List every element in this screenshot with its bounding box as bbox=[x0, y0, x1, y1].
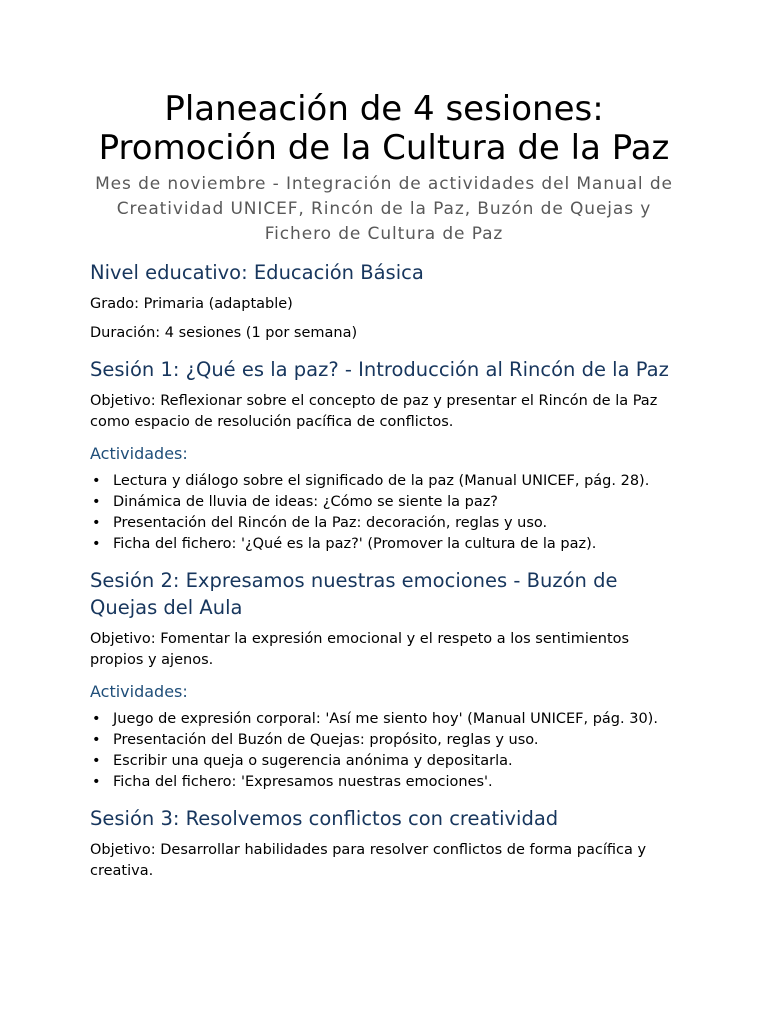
session-1-activities-list bbox=[90, 471, 678, 555]
bullet-icon: • bbox=[92, 536, 101, 552]
list-item bbox=[90, 709, 678, 730]
duration-text: Duración: 4 sesiones (1 por semana) bbox=[90, 325, 358, 341]
bullet-icon: • bbox=[92, 494, 101, 510]
list-item bbox=[90, 492, 678, 513]
level-heading: Nivel educativo: Educación Básica bbox=[90, 261, 424, 284]
session-2-activities-heading: Actividades: bbox=[90, 682, 188, 701]
title-line-1: Planeación de 4 sesiones: bbox=[164, 89, 604, 129]
session-3-heading: Sesión 3: Resolvemos conflictos con creatividad bbox=[90, 807, 559, 830]
list-item-text: Presentación del Buzón de Quejas: propósito, reglas y uso. bbox=[113, 732, 539, 748]
session-3-objective: Objetivo: Desarrollar habilidades para resolver conflictos de forma pacífica y creativa. bbox=[90, 842, 647, 879]
list-item bbox=[90, 534, 678, 555]
list-item-text: Escribir una queja o sugerencia anónima y depositarla. bbox=[113, 753, 513, 769]
bullet-icon: • bbox=[92, 515, 101, 531]
list-item bbox=[90, 471, 678, 492]
document-subtitle: Mes de noviembre - Integración de actividades del Manual de Creatividad UNICEF, Rincón de la Paz, Buzón de Quejas y Fichero de Cultura de Paz bbox=[95, 174, 673, 244]
list-item bbox=[90, 513, 678, 534]
session-1-heading: Sesión 1: ¿Qué es la paz? - Introducción al Rincón de la Paz bbox=[90, 358, 669, 381]
session-3 bbox=[90, 805, 678, 882]
list-item-text: Juego de expresión corporal: 'Así me siento hoy' (Manual UNICEF, pág. 30). bbox=[113, 711, 658, 727]
document-title bbox=[90, 90, 678, 168]
list-item-text: Dinámica de lluvia de ideas: ¿Cómo se siente la paz? bbox=[113, 494, 499, 510]
session-2-heading: Sesión 2: Expresamos nuestras emociones - Buzón de Quejas del Aula bbox=[90, 569, 618, 619]
session-1 bbox=[90, 356, 678, 555]
bullet-icon: • bbox=[92, 774, 101, 790]
list-item-text: Presentación del Rincón de la Paz: decoración, reglas y uso. bbox=[113, 515, 548, 531]
list-item-text: Ficha del fichero: 'Expresamos nuestras emociones'. bbox=[113, 774, 493, 790]
bullet-icon: • bbox=[92, 711, 101, 727]
list-item-text: Ficha del fichero: '¿Qué es la paz?' (Promover la cultura de la paz). bbox=[113, 536, 597, 552]
list-item bbox=[90, 730, 678, 751]
session-1-activities-heading: Actividades: bbox=[90, 444, 188, 463]
session-2-activities-list bbox=[90, 709, 678, 793]
title-line-2: Promoción de la Cultura de la Paz bbox=[98, 128, 670, 168]
bullet-icon: • bbox=[92, 753, 101, 769]
bullet-icon: • bbox=[92, 473, 101, 489]
list-item bbox=[90, 772, 678, 793]
bullet-icon: • bbox=[92, 732, 101, 748]
session-2 bbox=[90, 567, 678, 793]
session-2-objective: Objetivo: Fomentar la expresión emocional y el respeto a los sentimientos propios y ajenos. bbox=[90, 631, 630, 668]
list-item-text: Lectura y diálogo sobre el significado de la paz (Manual UNICEF, pág. 28). bbox=[113, 473, 650, 489]
grade-text: Grado: Primaria (adaptable) bbox=[90, 296, 293, 312]
session-1-objective: Objetivo: Reflexionar sobre el concepto de paz y presentar el Rincón de la Paz como espacio de resolución pacífica de conflictos. bbox=[90, 393, 658, 430]
list-item bbox=[90, 751, 678, 772]
